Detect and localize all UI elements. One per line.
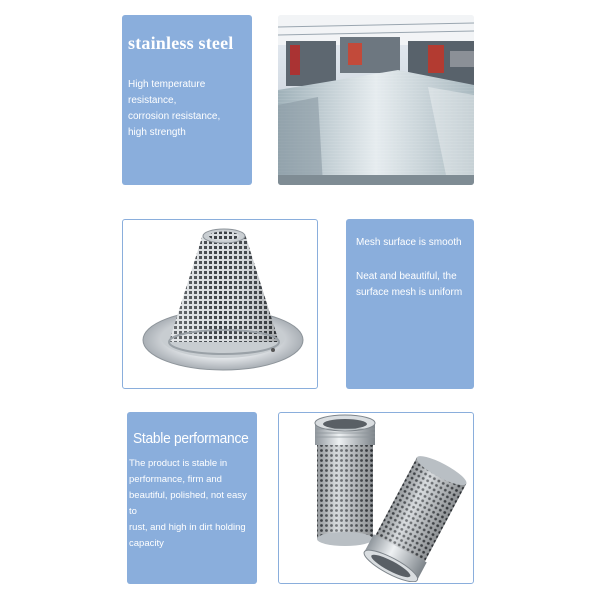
mesh-description: Neat and beautiful, the surface mesh is uniform <box>356 271 463 298</box>
panel-title: stainless steel <box>128 33 234 53</box>
cone-filter-photo <box>122 219 318 389</box>
info-panel-stainless <box>122 15 252 185</box>
factory-photo <box>278 15 474 185</box>
info-panel-stable <box>127 412 257 584</box>
panel-title: Stable performance <box>133 430 249 447</box>
panel-description: The product is stable in performance, firm and beautiful, polished, not easy to rust, and high in dirt holding capacity <box>129 458 247 549</box>
panel-description: High temperature resistance, corrosion resistance, high strength <box>128 79 221 138</box>
info-panel-mesh <box>346 219 474 389</box>
mesh-line-1: Mesh surface is smooth <box>356 237 462 248</box>
cylinder-filter-photo <box>278 412 474 584</box>
